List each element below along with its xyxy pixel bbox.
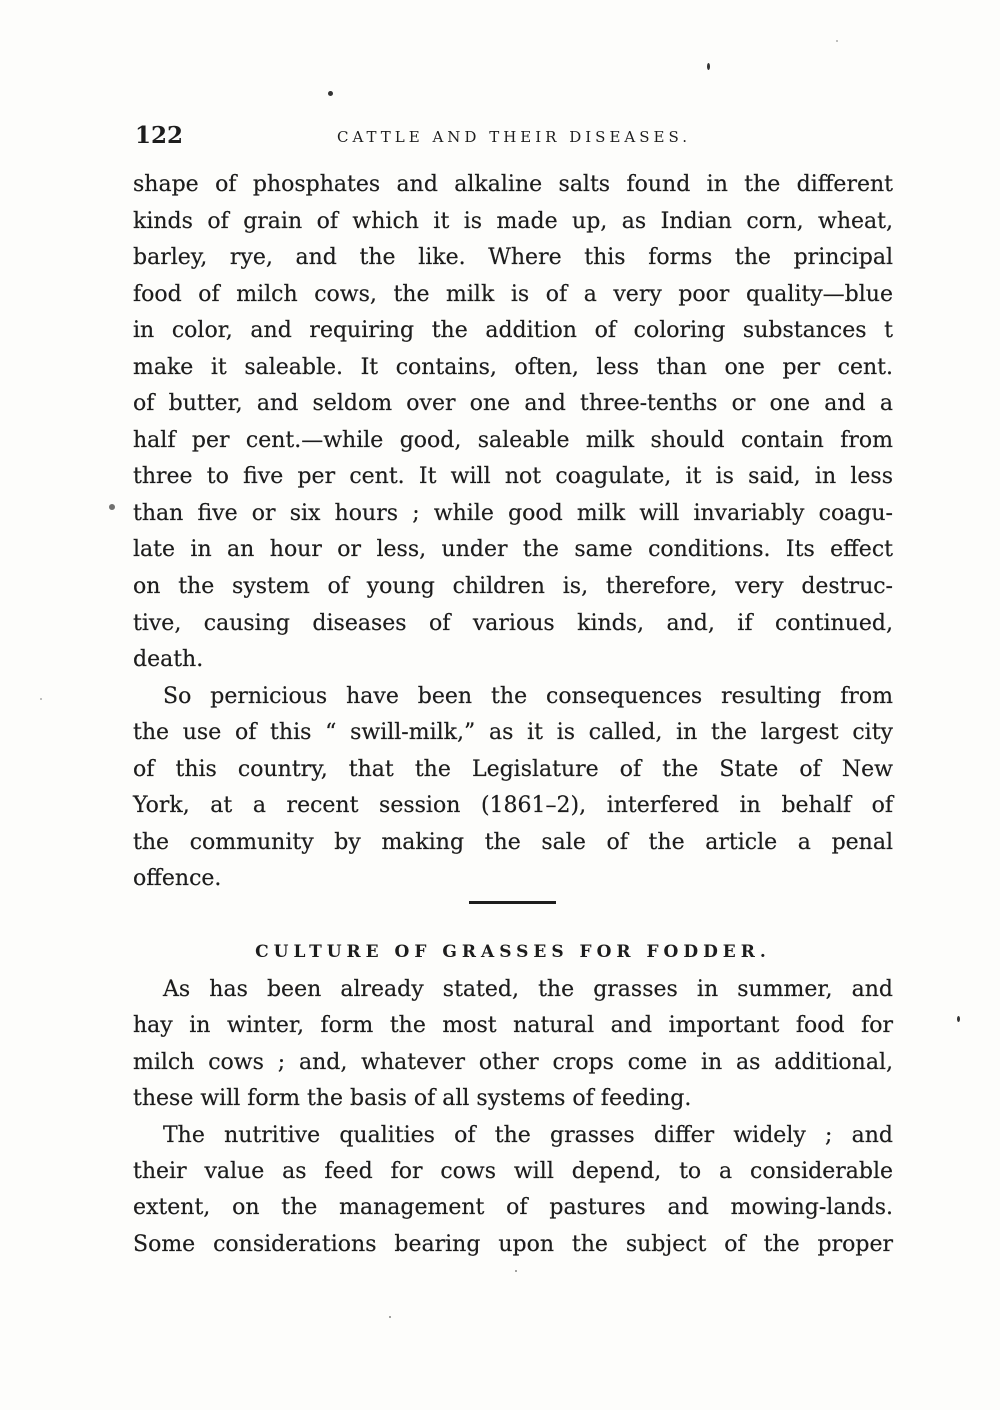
paragraph-3: [133, 972, 893, 1118]
text-line: As has been already stated, the grasses in summer, and: [163, 977, 893, 1002]
section-heading: CULTURE OF GRASSES FOR FODDER.: [255, 942, 771, 962]
text-line: death.: [133, 647, 204, 673]
scan-speck: [515, 1270, 517, 1272]
scan-speck: [707, 63, 710, 70]
text-block-bottom: [133, 972, 893, 1263]
text-line: the use of this “ swill-milk,” as it is called, in the largest city: [133, 720, 893, 746]
text-line: Some considerations bearing upon the subject of the proper: [133, 1231, 893, 1257]
scan-speck: [957, 1016, 960, 1022]
section-divider: [469, 901, 556, 904]
text-line: three to five per cent. It will not coagulate, it is said, in less: [133, 464, 893, 490]
text-line: tive, causing diseases of various kinds, and, if continued,: [133, 610, 893, 636]
text-line: So pernicious have been the consequences resulting from: [163, 683, 893, 709]
text-line: The nutritive qualities of the grasses differ widely ; and: [163, 1122, 893, 1148]
scan-speck: [389, 1316, 391, 1318]
text-line: of this country, that the Legislature of the State of New: [133, 756, 893, 782]
scan-speck: [109, 504, 115, 510]
text-line: shape of phosphates and alkaline salts found in the different: [133, 172, 893, 197]
scan-speck: [328, 91, 333, 96]
running-head: CATTLE AND THEIR DISEASES.: [337, 128, 691, 146]
scan-speck: [40, 698, 42, 700]
text-line: York, at a recent session (1861–2), interfered in behalf of: [133, 793, 893, 819]
text-line: of butter, and seldom over one and three-tenths or one and a: [133, 391, 893, 417]
text-line: half per cent.—while good, saleable milk should contain from: [133, 427, 893, 453]
text-line: late in an hour or less, under the same conditions. Its effect: [133, 537, 893, 563]
text-line: kinds of grain of which it is made up, as Indian corn, wheat,: [133, 208, 893, 234]
text-line: in color, and requiring the addition of coloring substances t: [133, 318, 893, 344]
text-line: barley, rye, and the like. Where this forms the principal: [133, 245, 893, 271]
text-line: make it saleable. It contains, often, less than one per cent.: [133, 354, 893, 380]
text-line: extent, on the management of pastures and mowing-lands.: [133, 1195, 893, 1221]
paragraph-1: [133, 167, 893, 679]
text-line: their value as feed for cows will depend, to a considerable: [133, 1158, 893, 1184]
text-line: food of milch cows, the milk is of a very poor quality—blue: [133, 281, 893, 307]
page-number: 122: [135, 122, 184, 149]
text-line: offence.: [133, 866, 222, 892]
text-block-top: [133, 167, 893, 898]
scan-speck: [836, 40, 838, 42]
text-line: these will form the basis of all systems of feeding.: [133, 1086, 692, 1112]
paragraph-4: [133, 1118, 893, 1264]
text-line: hay in winter, form the most natural and important food for: [133, 1013, 893, 1039]
text-line: the community by making the sale of the article a penal: [133, 829, 893, 855]
text-line: on the system of young children is, therefore, very destruc-: [133, 574, 893, 600]
paragraph-2: [133, 679, 893, 898]
text-line: milch cows ; and, whatever other crops come in as additional,: [133, 1049, 893, 1075]
text-line: than five or six hours ; while good milk will invariably coagu-: [133, 500, 893, 526]
